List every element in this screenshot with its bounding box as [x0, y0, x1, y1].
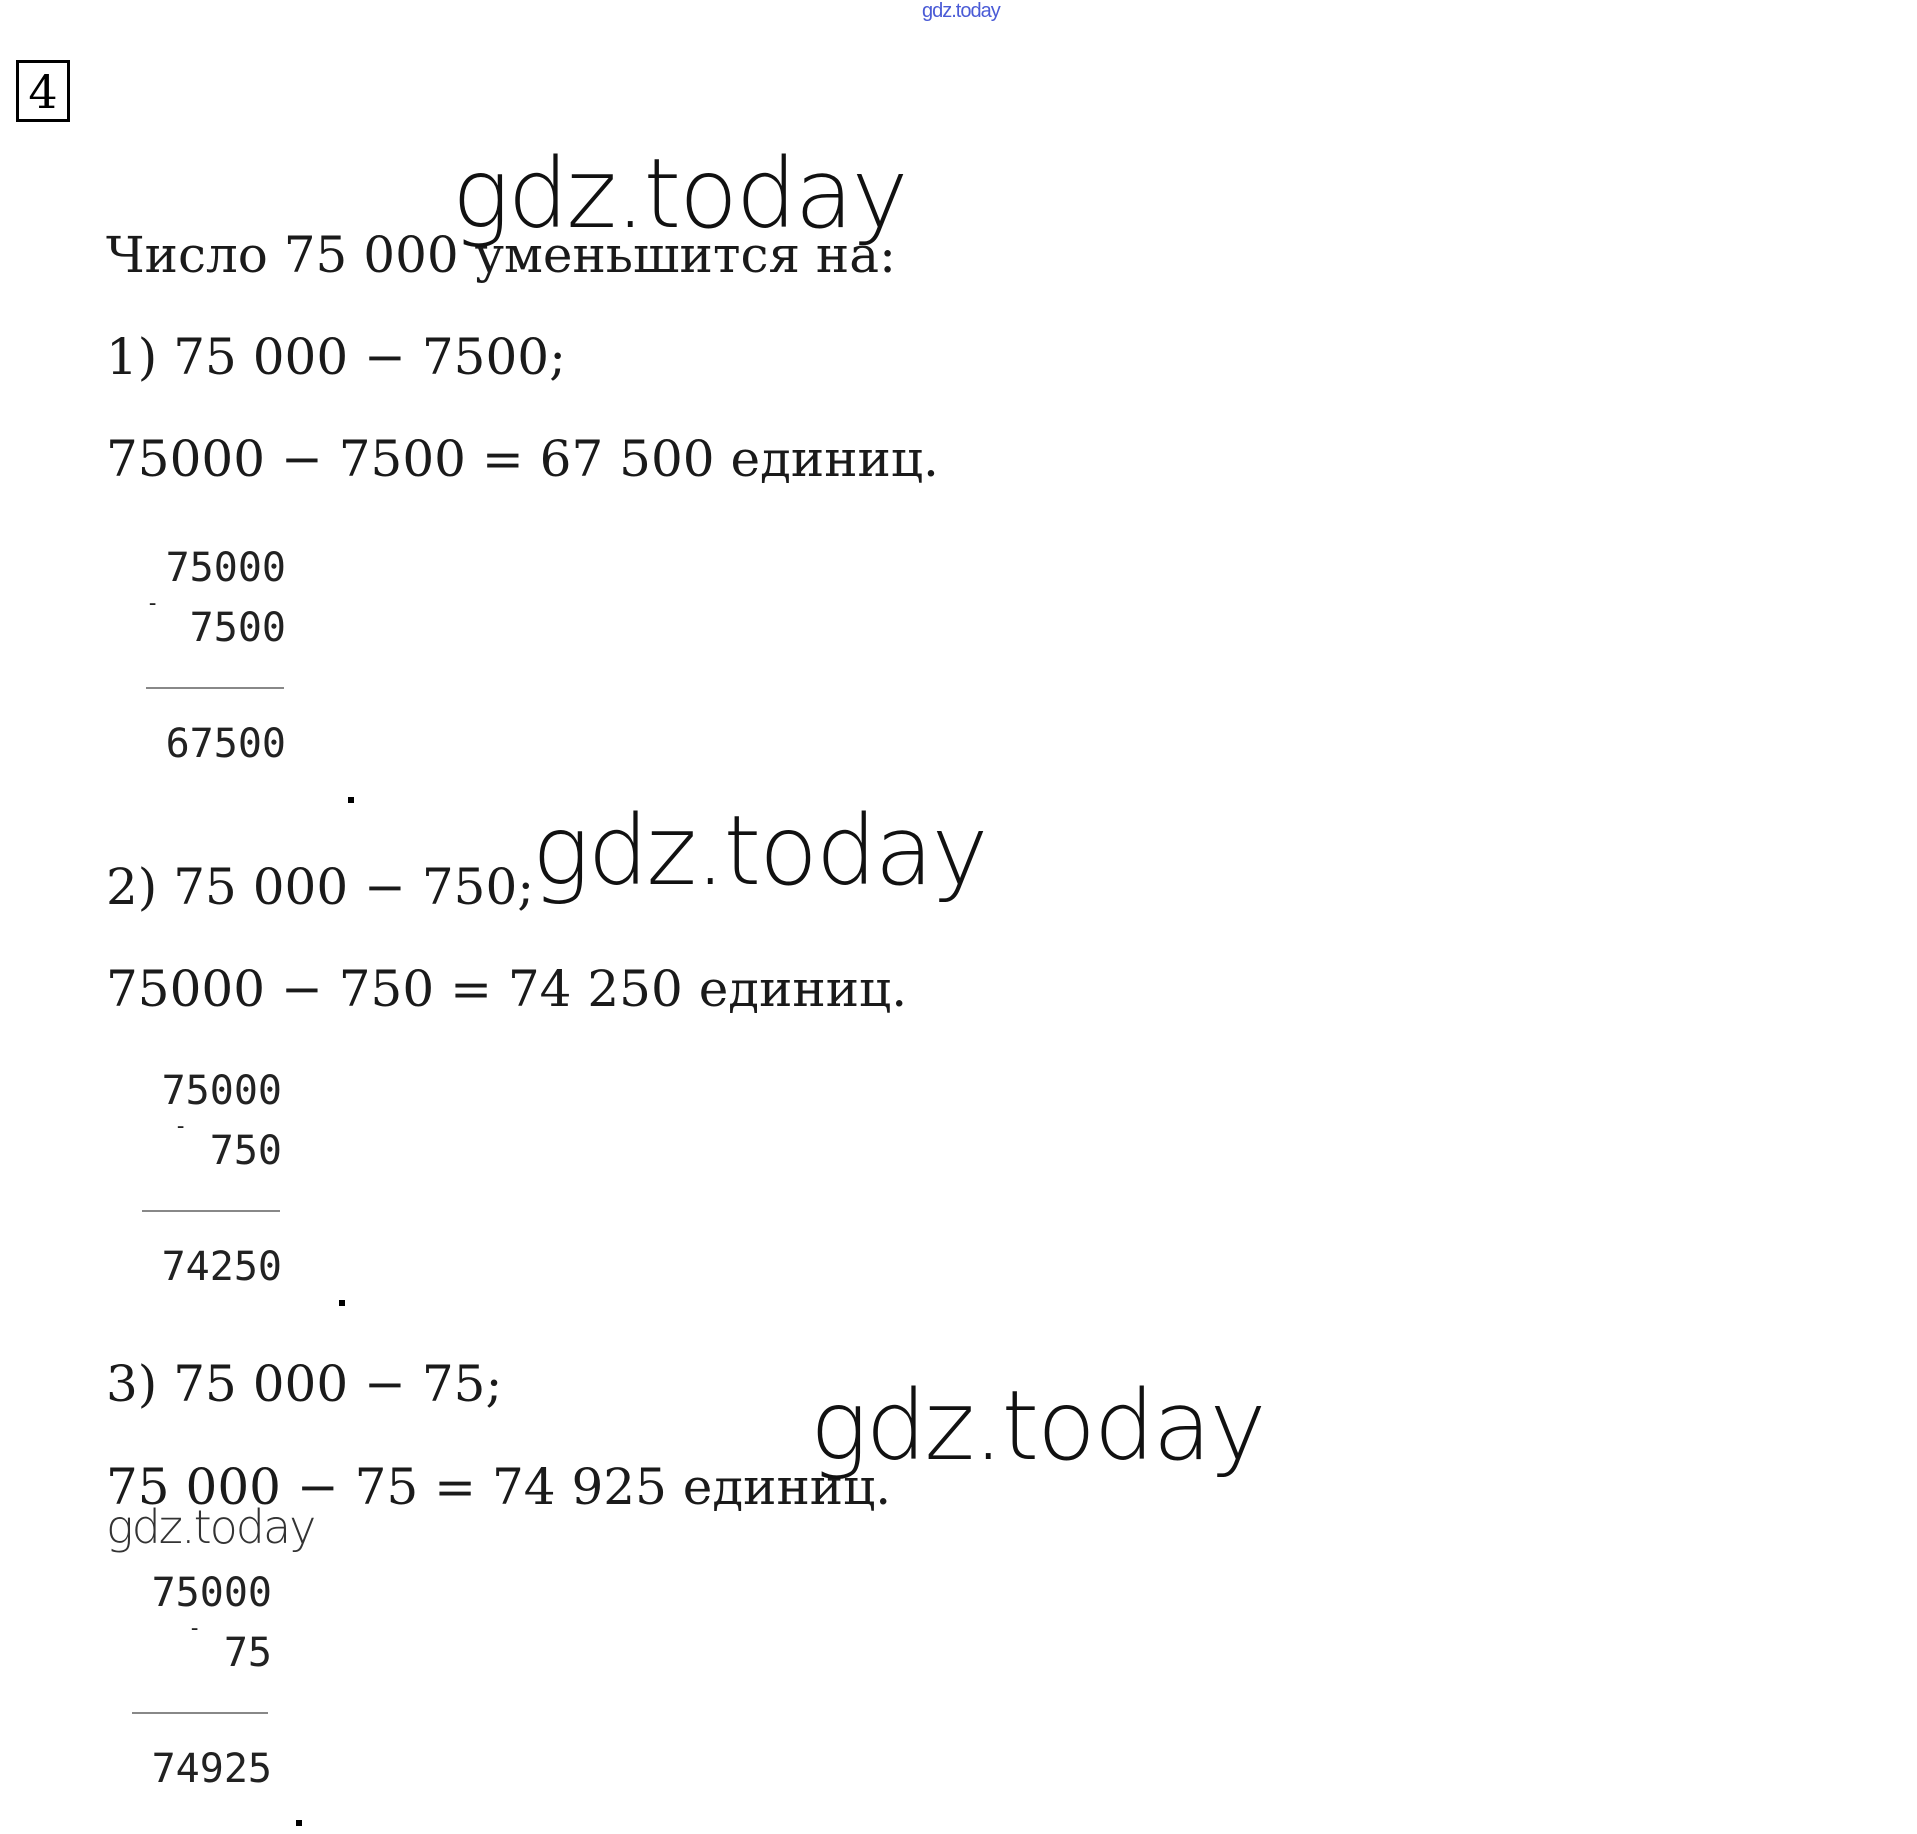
step-3-expression: 3) 75 000 − 75;	[106, 1355, 503, 1413]
step-1-result: 75000 − 7500 = 67 500 единиц.	[106, 430, 939, 488]
sum-line	[132, 1712, 268, 1714]
step-2-result: 75000 − 750 = 74 250 единиц.	[106, 960, 908, 1018]
site-link[interactable]: gdz.today	[922, 0, 1000, 22]
subtrahend: 750	[209, 1128, 282, 1174]
difference: 74925	[151, 1746, 272, 1792]
watermark-text: gdz.today	[106, 1500, 315, 1554]
step-1-column-subtraction	[146, 545, 286, 775]
minuend: 75000	[165, 545, 286, 591]
step-2-expression: 2) 75 000 − 750;	[106, 858, 535, 916]
sum-line	[142, 1210, 280, 1212]
watermark-text: gdz.today	[452, 138, 907, 250]
step-1-expression: 1) 75 000 − 7500;	[106, 328, 566, 386]
watermark-text: gdz.today	[532, 795, 987, 907]
step-2-column-subtraction	[142, 1068, 282, 1298]
step-3-column-subtraction	[132, 1570, 272, 1800]
period-mark	[339, 1300, 345, 1306]
sum-line	[146, 687, 284, 689]
difference: 67500	[165, 721, 286, 767]
difference: 74250	[161, 1244, 282, 1290]
step-3-result: 75 000 − 75 = 74 925 единиц.	[106, 1458, 892, 1516]
period-mark	[296, 1820, 302, 1826]
watermark-text: gdz.today	[810, 1370, 1265, 1482]
minus-sign: -	[188, 1616, 202, 1641]
subtrahend: 75	[223, 1630, 272, 1676]
minus-sign: -	[174, 1114, 188, 1139]
intro-text: Число 75 000 уменьшится на:	[106, 226, 896, 284]
minuend: 75000	[161, 1068, 282, 1114]
task-number-badge: 4	[16, 60, 70, 122]
period-mark	[348, 797, 354, 803]
minus-sign: -	[146, 591, 160, 616]
subtrahend: 7500	[189, 605, 286, 651]
minuend: 75000	[151, 1570, 272, 1616]
